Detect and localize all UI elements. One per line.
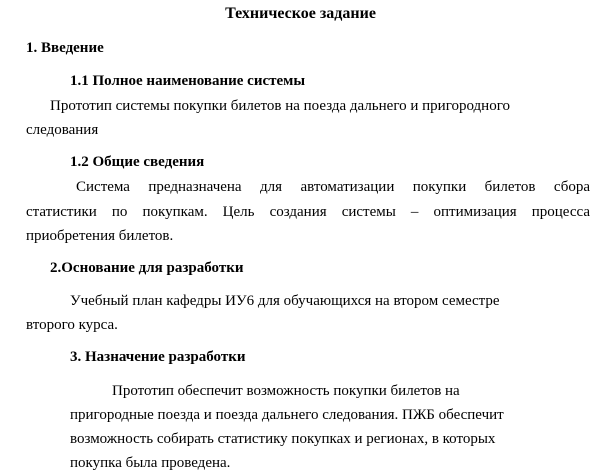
section1-2-text-line2: статистики по покупкам. Цель создания системы – оптимизация процесса	[26, 204, 590, 220]
section3-text-line2: пригородные поезда и поезда дальнего следования. ПЖБ обеспечит	[70, 407, 504, 423]
section3-heading: 3. Назначение разработки	[70, 349, 246, 365]
section3-text-line4: покупка была проведена.	[70, 455, 231, 471]
section1-2-heading: 1.2 Общие сведения	[70, 154, 205, 170]
section1-2-text-line3: приобретения билетов.	[26, 228, 174, 244]
section2-text-line1: Учебный план кафедры ИУ6 для обучающихся на втором семестре	[70, 293, 500, 309]
section1-2-text-line1: Система предназначена для автоматизации покупки билетов сбора	[76, 179, 590, 195]
section2-text-line2: второго курса.	[26, 317, 118, 333]
section1-1-text-line2: следования	[26, 122, 99, 138]
section1-heading: 1. Введение	[26, 40, 104, 56]
section2-heading: 2.Основание для разработки	[50, 260, 244, 276]
document-title: Техническое задание	[225, 5, 376, 22]
section3-text-line3: возможность собирать статистику покупках и регионах, в которых	[70, 431, 496, 447]
section1-1-text-line1: Прототип системы покупки билетов на поезда дальнего и пригородного	[50, 98, 510, 114]
section3-text-line1: Прототип обеспечит возможность покупки билетов на	[112, 383, 460, 399]
section1-1-heading: 1.1 Полное наименование системы	[70, 73, 306, 89]
